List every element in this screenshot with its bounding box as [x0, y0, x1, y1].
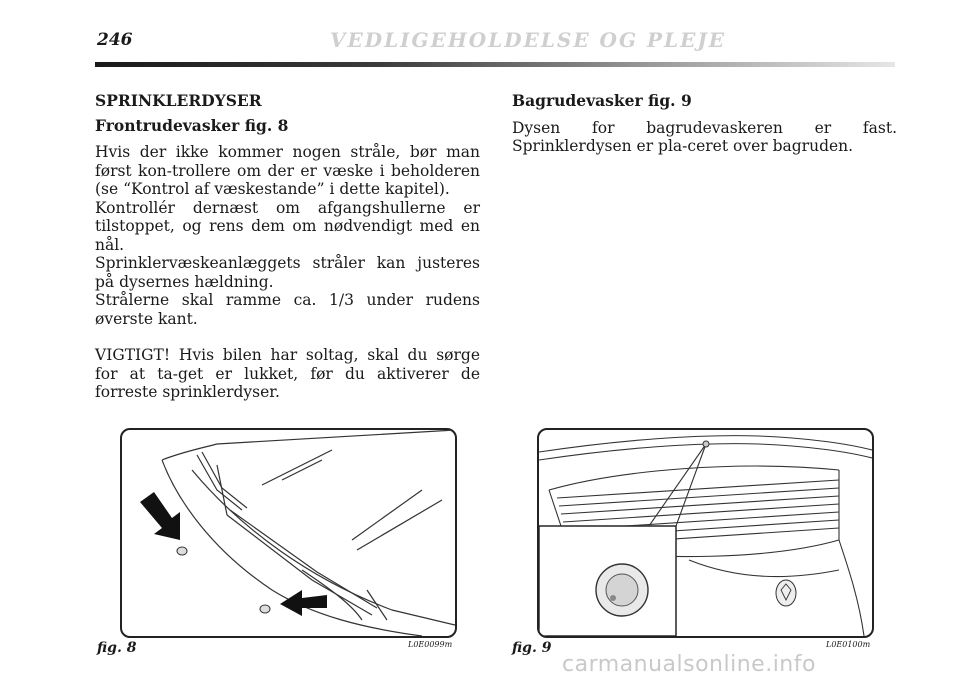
paragraph: Sprinklervæskeanlæggets stråler kan justeres på dysernes hældning. [95, 254, 480, 291]
paragraph: Dysen for bagrudevaskeren er fast. Sprinklerdysen er pla-ceret over bagruden. [512, 118, 897, 155]
page-number: 246 [97, 30, 133, 50]
section-title: SPRINKLERDYSER [95, 91, 262, 110]
figure-8-illustration [120, 428, 457, 638]
front-washer-title: Frontrudevasker fig. 8 [95, 115, 289, 135]
paragraph: Strålerne skal ramme ca. 1/3 under rudens øverste kant. [95, 291, 480, 328]
figure-8-code: L0E0099m [408, 640, 453, 649]
figure-9-illustration [537, 428, 874, 638]
warning-text: VIGTIGT! Hvis bilen har soltag, skal du sørge for at ta-get er lukket, før du aktiverer de forreste sprinklerdyser. [95, 346, 480, 401]
left-column [95, 92, 480, 402]
header-rule [95, 62, 895, 67]
front-washer-text [95, 143, 480, 328]
figure-8-caption: fig. 8 [97, 640, 137, 656]
paragraph: Hvis der ikke kommer nogen stråle, bør man først kon-trollere om der er væske i beholderen (se “Kontrol af væskestande” i dette kapitel). [95, 143, 480, 198]
right-column [512, 92, 897, 156]
figure-9-code: L0E0100m [826, 640, 871, 649]
figure-9-caption: fig. 9 [512, 640, 552, 656]
rear-washer-title: Bagrudevasker fig. 9 [512, 91, 692, 110]
section-header: VEDLIGEHOLDELSE OG PLEJE [330, 28, 727, 52]
watermark: carmanualsonline.info [562, 652, 816, 677]
paragraph: Kontrollér dernæst om afgangshullerne er tilstoppet, og rens dem om nødvendigt med en nål. [95, 198, 480, 254]
